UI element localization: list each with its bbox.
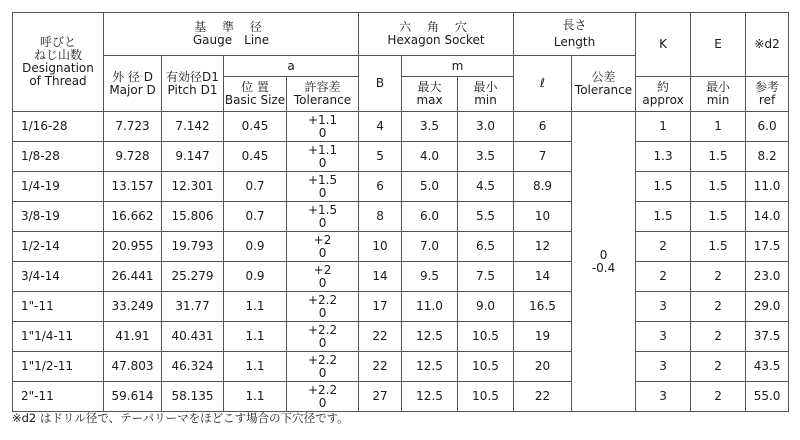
thread-cell: 1"1/2-11 <box>13 352 104 382</box>
e-cell: 1.5 <box>691 142 746 172</box>
major-cell: 20.955 <box>104 232 162 262</box>
tolerance-cell <box>287 262 359 292</box>
pitch-cell: 58.135 <box>162 382 224 412</box>
d2-cell: 23.0 <box>746 262 789 292</box>
spec-table <box>12 12 789 412</box>
tolerance-lower: 0 <box>318 245 327 260</box>
header-designation-jp2: ねじ山数 <box>33 48 82 62</box>
header-m-min-jp: 最小 <box>473 80 498 94</box>
e-cell: 2 <box>691 262 746 292</box>
header-gauge-line-en: Gauge Line <box>192 33 270 47</box>
header-designation-en2: of Thread <box>29 74 87 88</box>
b-cell: 5 <box>359 142 402 172</box>
length-cell: 10 <box>514 202 572 232</box>
header-m-min-en: min <box>474 93 497 107</box>
major-cell: 7.723 <box>104 112 162 142</box>
header-hex-socket-jp: 六 角 穴 <box>399 20 473 34</box>
m-max-cell: 11.0 <box>402 292 458 322</box>
header-gauge-line <box>104 13 359 56</box>
thread-cell: 1"-11 <box>13 292 104 322</box>
tolerance-lower: 0 <box>318 125 327 140</box>
header-pitch-jp: 有効径D1 <box>166 69 219 84</box>
k-cell: 2 <box>636 262 691 292</box>
d2-cell: 29.0 <box>746 292 789 322</box>
header-gauge-line-jp: 基 準 径 <box>194 20 268 34</box>
header-d2-ref <box>746 77 789 112</box>
m-max-cell: 3.5 <box>402 112 458 142</box>
basic-size-cell: 1.1 <box>224 322 287 352</box>
thread-cell: 2"-11 <box>13 382 104 412</box>
tolerance-upper: +1.5 <box>307 202 338 217</box>
length-cell: 8.9 <box>514 172 572 202</box>
e-cell: 2 <box>691 352 746 382</box>
m-min-cell: 3.0 <box>458 112 514 142</box>
d2-cell: 14.0 <box>746 202 789 232</box>
header-length-tolerance-en: Tolerance <box>574 82 633 97</box>
tolerance-cell <box>287 322 359 352</box>
table-body <box>13 112 789 412</box>
footnote: ※d2 はドリル径で、テーパリーマをほどこす場合の下穴径です。 <box>12 411 349 425</box>
header-d2-ref-en: ref <box>758 93 776 107</box>
header-k-approx <box>636 77 691 112</box>
d2-cell: 55.0 <box>746 382 789 412</box>
b-cell: 27 <box>359 382 402 412</box>
header-k: K <box>636 13 691 77</box>
header-b: B <box>359 56 402 112</box>
major-cell: 33.249 <box>104 292 162 322</box>
e-cell: 1.5 <box>691 172 746 202</box>
pitch-cell: 7.142 <box>162 112 224 142</box>
header-designation-jp1: 呼びと <box>39 35 76 49</box>
header-major-en: Major D <box>109 82 156 97</box>
header-a: a <box>224 56 359 77</box>
e-cell: 1.5 <box>691 232 746 262</box>
tolerance-upper: +2.2 <box>307 322 338 337</box>
header-pitch <box>162 56 224 112</box>
b-cell: 4 <box>359 112 402 142</box>
major-cell: 41.91 <box>104 322 162 352</box>
m-min-cell: 5.5 <box>458 202 514 232</box>
k-cell: 2 <box>636 232 691 262</box>
header-hex-socket-en: Hexagon Socket <box>387 33 485 47</box>
e-cell: 1 <box>691 112 746 142</box>
tolerance-lower: 0 <box>318 335 327 350</box>
basic-size-cell: 1.1 <box>224 382 287 412</box>
tolerance-cell <box>287 382 359 412</box>
header-m-max-en: max <box>416 93 443 107</box>
header-m-min <box>458 77 514 112</box>
m-min-cell: 6.5 <box>458 232 514 262</box>
d2-cell: 11.0 <box>746 172 789 202</box>
header-e-min <box>691 77 746 112</box>
header-length-jp: 長さ <box>562 18 587 32</box>
thread-cell: 1"1/4-11 <box>13 322 104 352</box>
m-max-cell: 9.5 <box>402 262 458 292</box>
length-tolerance-value: -0.4 <box>591 260 616 275</box>
major-cell: 26.441 <box>104 262 162 292</box>
d2-cell: 37.5 <box>746 322 789 352</box>
tolerance-lower: 0 <box>318 155 327 170</box>
thread-cell: 1/2-14 <box>13 232 104 262</box>
m-min-cell: 7.5 <box>458 262 514 292</box>
tolerance-upper: +2.2 <box>307 352 338 367</box>
thread-cell: 1/8-28 <box>13 142 104 172</box>
k-cell: 1.5 <box>636 172 691 202</box>
e-cell: 2 <box>691 292 746 322</box>
m-max-cell: 5.0 <box>402 172 458 202</box>
length-tolerance-cell <box>572 112 636 412</box>
e-cell: 1.5 <box>691 202 746 232</box>
header-k-approx-en: approx <box>642 93 684 107</box>
header-m-max <box>402 77 458 112</box>
b-cell: 22 <box>359 322 402 352</box>
length-tolerance-value: 0 <box>599 247 608 262</box>
pitch-cell: 31.77 <box>162 292 224 322</box>
header-designation-en1: Designation <box>22 61 94 75</box>
k-cell: 1.3 <box>636 142 691 172</box>
table-row <box>13 112 789 142</box>
tolerance-upper: +2.2 <box>307 382 338 397</box>
tolerance-lower: 0 <box>318 365 327 380</box>
length-cell: 7 <box>514 142 572 172</box>
thread-cell: 3/4-14 <box>13 262 104 292</box>
table-row <box>13 202 789 232</box>
m-min-cell: 10.5 <box>458 382 514 412</box>
spec-table-container <box>12 12 789 412</box>
header-d2: ※d2 <box>746 13 789 77</box>
header-length-tolerance <box>572 56 636 112</box>
basic-size-cell: 1.1 <box>224 292 287 322</box>
length-cell: 22 <box>514 382 572 412</box>
table-row <box>13 322 789 352</box>
b-cell: 10 <box>359 232 402 262</box>
tolerance-upper: +1.1 <box>307 142 338 157</box>
header-tolerance <box>287 77 359 112</box>
header-basic-size-en: Basic Size <box>224 93 286 107</box>
length-cell: 19 <box>514 322 572 352</box>
m-max-cell: 12.5 <box>402 382 458 412</box>
thread-cell: 1/16-28 <box>13 112 104 142</box>
header-e: E <box>691 13 746 77</box>
tolerance-upper: +2 <box>313 262 332 277</box>
basic-size-cell: 0.9 <box>224 232 287 262</box>
table-row <box>13 292 789 322</box>
length-cell: 12 <box>514 232 572 262</box>
pitch-cell: 9.147 <box>162 142 224 172</box>
header-k-approx-jp: 約 <box>657 80 670 94</box>
d2-cell: 8.2 <box>746 142 789 172</box>
tolerance-upper: +1.5 <box>307 172 338 187</box>
header-m: m <box>402 56 514 77</box>
header-length-en: Length <box>553 35 596 49</box>
tolerance-upper: +2.2 <box>307 292 338 307</box>
table-row <box>13 142 789 172</box>
tolerance-lower: 0 <box>318 185 327 200</box>
table-row <box>13 172 789 202</box>
d2-cell: 43.5 <box>746 352 789 382</box>
b-cell: 17 <box>359 292 402 322</box>
m-max-cell: 12.5 <box>402 352 458 382</box>
major-cell: 47.803 <box>104 352 162 382</box>
m-max-cell: 7.0 <box>402 232 458 262</box>
table-row <box>13 262 789 292</box>
m-max-cell: 4.0 <box>402 142 458 172</box>
m-max-cell: 6.0 <box>402 202 458 232</box>
length-cell: 16.5 <box>514 292 572 322</box>
header-hex-socket <box>359 13 514 56</box>
tolerance-lower: 0 <box>318 305 327 320</box>
basic-size-cell: 0.9 <box>224 262 287 292</box>
header-designation <box>13 13 104 112</box>
m-min-cell: 3.5 <box>458 142 514 172</box>
major-cell: 13.157 <box>104 172 162 202</box>
major-cell: 16.662 <box>104 202 162 232</box>
thread-cell: 3/8-19 <box>13 202 104 232</box>
table-row <box>13 232 789 262</box>
basic-size-cell: 0.7 <box>224 202 287 232</box>
tolerance-upper: +1.1 <box>307 112 338 127</box>
major-cell: 59.614 <box>104 382 162 412</box>
header-pitch-en: Pitch D1 <box>167 82 218 97</box>
header-major <box>104 56 162 112</box>
header-e-min-en: min <box>706 93 730 107</box>
header-basic-size-jp: 位 置 <box>241 80 269 94</box>
pitch-cell: 46.324 <box>162 352 224 382</box>
k-cell: 3 <box>636 352 691 382</box>
header-d2-ref-jp: 参考 <box>755 80 780 94</box>
m-max-cell: 12.5 <box>402 322 458 352</box>
thread-cell: 1/4-19 <box>13 172 104 202</box>
tolerance-cell <box>287 142 359 172</box>
k-cell: 3 <box>636 382 691 412</box>
k-cell: 3 <box>636 292 691 322</box>
header-basic-size <box>224 77 287 112</box>
header-ell: ℓ <box>514 56 572 112</box>
basic-size-cell: 1.1 <box>224 352 287 382</box>
tolerance-cell <box>287 232 359 262</box>
header-length-tolerance-jp: 公差 <box>591 69 616 84</box>
tolerance-cell <box>287 292 359 322</box>
d2-cell: 17.5 <box>746 232 789 262</box>
k-cell: 3 <box>636 322 691 352</box>
tolerance-cell <box>287 172 359 202</box>
pitch-cell: 25.279 <box>162 262 224 292</box>
b-cell: 8 <box>359 202 402 232</box>
k-cell: 1 <box>636 112 691 142</box>
length-cell: 20 <box>514 352 572 382</box>
e-cell: 2 <box>691 382 746 412</box>
tolerance-cell <box>287 202 359 232</box>
basic-size-cell: 0.45 <box>224 112 287 142</box>
pitch-cell: 15.806 <box>162 202 224 232</box>
b-cell: 6 <box>359 172 402 202</box>
pitch-cell: 19.793 <box>162 232 224 262</box>
header-tolerance-jp: 許容差 <box>304 80 341 94</box>
basic-size-cell: 0.45 <box>224 142 287 172</box>
d2-cell: 6.0 <box>746 112 789 142</box>
tolerance-cell <box>287 112 359 142</box>
major-cell: 9.728 <box>104 142 162 172</box>
length-cell: 6 <box>514 112 572 142</box>
length-cell: 14 <box>514 262 572 292</box>
tolerance-upper: +2 <box>313 232 332 247</box>
tolerance-lower: 0 <box>318 215 327 230</box>
tolerance-lower: 0 <box>318 275 327 290</box>
m-min-cell: 10.5 <box>458 322 514 352</box>
header-major-jp: 外 径 D <box>112 69 153 84</box>
tolerance-lower: 0 <box>318 395 327 410</box>
header-e-min-jp: 最小 <box>706 80 731 94</box>
tolerance-cell <box>287 352 359 382</box>
table-row <box>13 382 789 412</box>
header-tolerance-en: Tolerance <box>293 93 352 107</box>
header-length <box>514 13 636 56</box>
e-cell: 2 <box>691 322 746 352</box>
b-cell: 14 <box>359 262 402 292</box>
pitch-cell: 12.301 <box>162 172 224 202</box>
m-min-cell: 4.5 <box>458 172 514 202</box>
header-m-max-jp: 最大 <box>417 80 442 94</box>
basic-size-cell: 0.7 <box>224 172 287 202</box>
pitch-cell: 40.431 <box>162 322 224 352</box>
table-row <box>13 352 789 382</box>
m-min-cell: 9.0 <box>458 292 514 322</box>
k-cell: 1.5 <box>636 202 691 232</box>
b-cell: 22 <box>359 352 402 382</box>
m-min-cell: 10.5 <box>458 352 514 382</box>
